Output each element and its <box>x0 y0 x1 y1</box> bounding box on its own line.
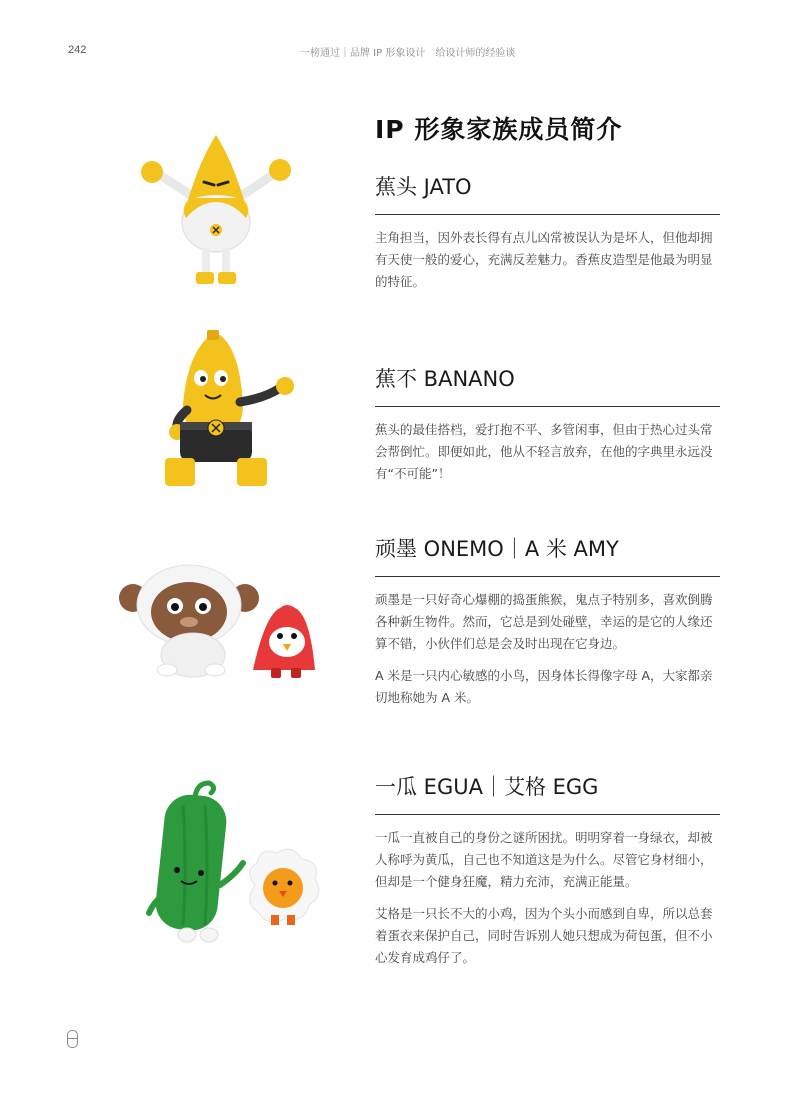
section-text: 一瓜一直被自己的身份之谜所困扰。明明穿着一身绿衣，却被人称呼为黄瓜，自己也不知道这是为什么。尽管它身材细小，但却是一个健身狂魔，精力充沛，充满正能量。 <box>375 830 713 889</box>
egua-egg-illustration <box>125 775 330 950</box>
jato-character-illustration <box>130 130 300 295</box>
section-text: 艾格是一只长不大的小鸡，因为个头小而感到自卑，所以总套着蛋衣来保护自己，同时告诉别人她只想成为荷包蛋，但不小心发育成鸡仔了。 <box>375 906 713 965</box>
section-text: 顽墨是一只好奇心爆棚的捣蛋熊猴，鬼点子特别多，喜欢倒腾各种新生物件。然而，它总是到处碰壁，幸运的是它的人缘还算不错，小伙伴们总是会及时出现在它身边。 <box>375 592 713 651</box>
running-header: 一榜通过｜品牌 IP 形象设计 给设计师的经验谈 <box>300 48 516 59</box>
page-title: IP 形象家族成员简介 <box>375 115 623 144</box>
footer-bookmark-icon <box>67 1030 78 1048</box>
page-number: 242 <box>68 44 87 56</box>
section-banano <box>375 362 720 495</box>
section-egua-egg <box>375 770 720 979</box>
onemo-amy-illustration <box>115 560 330 690</box>
section-heading: 蕉头 JATO <box>375 175 472 199</box>
section-text: A 米是一只内心敏感的小鸟，因身体长得像字母 A，大家都亲切地称她为 A 米。 <box>375 668 713 705</box>
section-heading: 一瓜 EGUA｜艾格 EGG <box>375 775 599 799</box>
divider <box>375 406 720 407</box>
divider <box>375 576 720 577</box>
section-heading: 蕉不 BANANO <box>375 367 515 391</box>
section-onemo-amy <box>375 532 720 719</box>
section-text: 主角担当，因外表长得有点儿凶常被误认为是坏人，但他却拥有天使一般的爱心，充满反差魅力。香蕉皮造型是他最为明显的特征。 <box>375 230 713 289</box>
banano-character-illustration <box>155 330 305 495</box>
section-heading: 顽墨 ONEMO｜A 米 AMY <box>375 537 619 561</box>
section-jato <box>375 170 720 303</box>
section-text: 蕉头的最佳搭档，爱打抱不平、多管闲事，但由于热心过头常会帮倒忙。即便如此，他从不轻言放弃，在他的字典里永远没有“不可能”！ <box>375 422 713 481</box>
divider <box>375 214 720 215</box>
divider <box>375 814 720 815</box>
